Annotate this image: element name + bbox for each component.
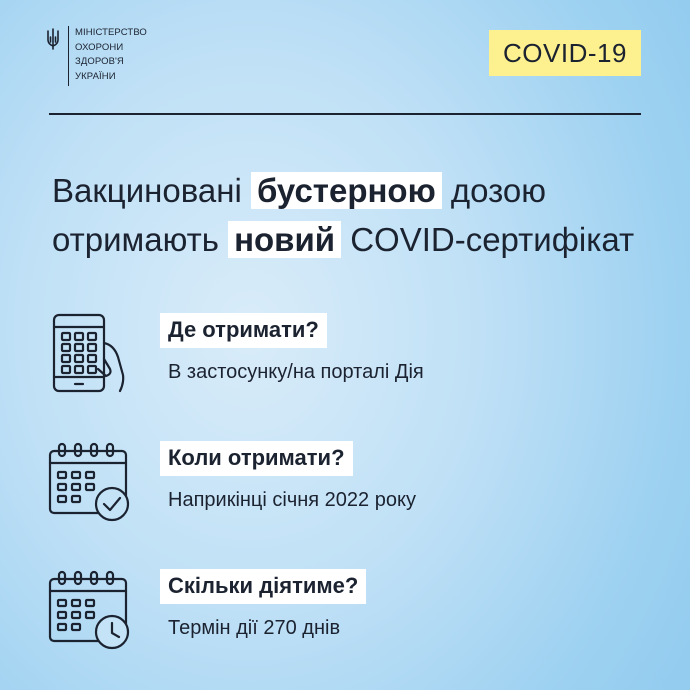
ministry-line: УКРАЇНИ: [75, 70, 116, 82]
headline-text: дозою: [450, 172, 547, 209]
question-label: Коли отримати?: [160, 441, 353, 476]
question-label: Де отримати?: [160, 313, 327, 348]
info-item-when: [48, 441, 648, 541]
headline-highlight: бустерною: [251, 172, 442, 209]
ministry-line: МІНІСТЕРСТВО: [75, 27, 147, 38]
question-label: Скільки діятиме?: [160, 569, 366, 604]
calendar-check-icon: [48, 441, 132, 525]
headline-text: COVID-сертифікат: [350, 221, 635, 258]
ministry-logo: [46, 26, 147, 86]
info-item-duration: [48, 569, 648, 669]
headline-text: отримають: [52, 221, 219, 258]
headline: [52, 166, 634, 264]
headline-highlight: новий: [228, 221, 341, 258]
info-item-where: [48, 313, 648, 413]
answer-text: Наприкінці січня 2022 року: [168, 489, 416, 511]
trident-icon: [46, 28, 60, 50]
logo-divider: [68, 26, 69, 86]
covid-badge: COVID-19: [489, 30, 641, 76]
headline-line-2: [52, 215, 634, 264]
ministry-line: ОХОРОНИ: [75, 41, 124, 53]
calendar-clock-icon: [48, 569, 132, 653]
answer-text: Термін дії 270 днів: [168, 617, 341, 639]
divider-line: [49, 113, 641, 115]
headline-line-1: [52, 166, 634, 215]
ministry-line: ЗДОРОВ'Я: [75, 56, 124, 67]
answer-text: В застосунку/на порталі Дія: [168, 361, 424, 383]
headline-text: Вакциновані: [52, 172, 242, 209]
ministry-name: [75, 26, 147, 84]
smartphone-icon: [48, 313, 128, 395]
